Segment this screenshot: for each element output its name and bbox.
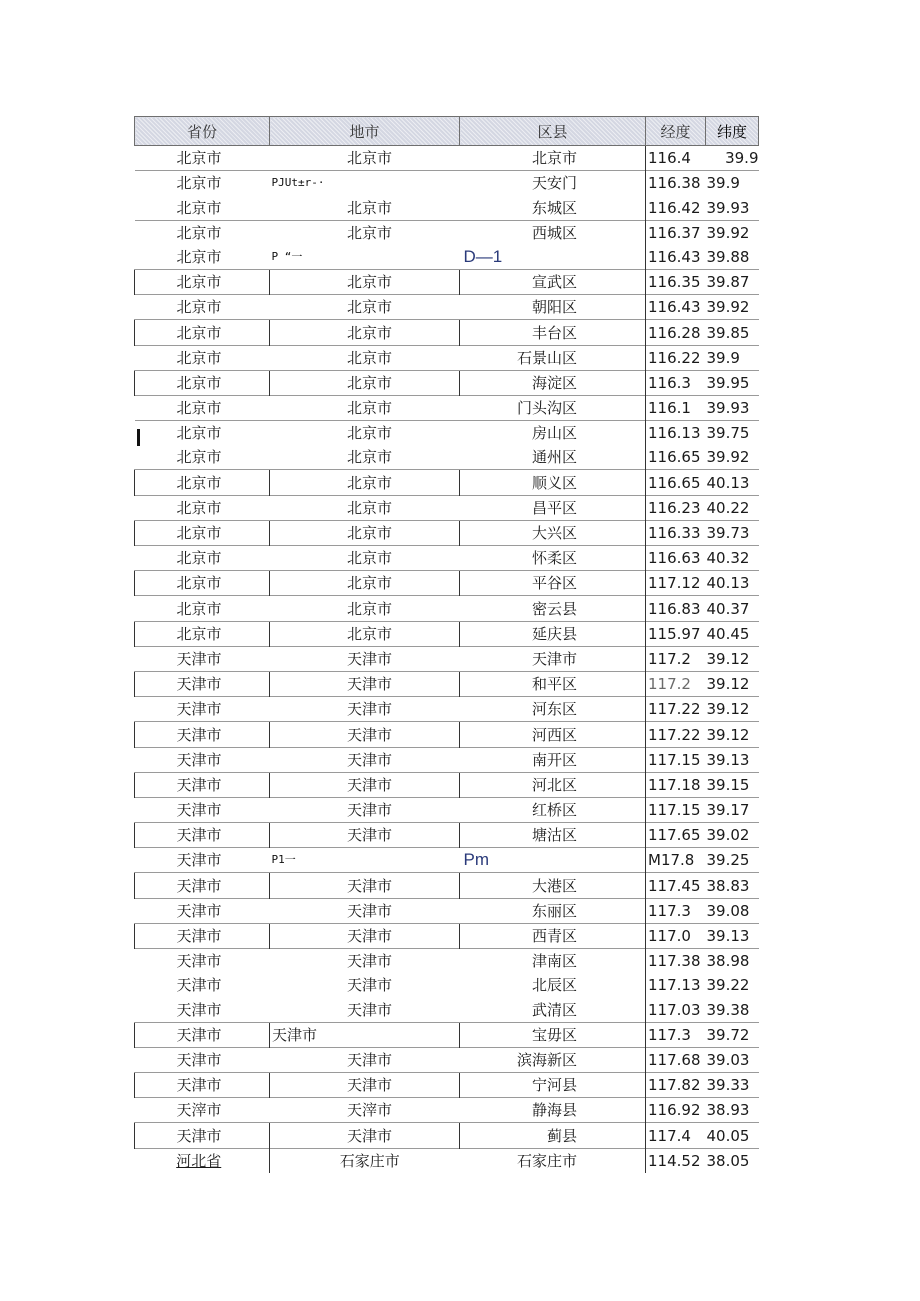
cell-latitude: 40.32 <box>706 546 759 571</box>
cell-city: 天津市 <box>270 1123 460 1148</box>
cell-province: 北京市 <box>135 220 270 245</box>
table-row <box>135 445 759 470</box>
cell-district: 平谷区 <box>460 571 646 596</box>
table-row <box>135 646 759 671</box>
cell-city: 北京市 <box>346 448 392 467</box>
cell-city: 天津市 <box>270 722 460 747</box>
cell-district: 房山区 <box>460 421 646 446</box>
cell-latitude: 39.85 <box>706 320 759 345</box>
cell-district: 西城区 <box>460 220 646 245</box>
cell-district: 天津市 <box>460 646 646 671</box>
cell-latitude: 39.13 <box>706 747 759 772</box>
cell-longitude: 116.22 <box>646 345 706 370</box>
cell-district: 河西区 <box>460 722 646 747</box>
cell-province: 天津市 <box>135 898 270 923</box>
cell-city: 北京市 <box>270 370 460 395</box>
cell-latitude: 39.93 <box>706 198 750 217</box>
table-row <box>135 949 759 974</box>
header-longitude: 经度 <box>646 117 706 146</box>
cell-province: 天津市 <box>176 1000 222 1019</box>
cell-district: 塘沽区 <box>460 823 646 848</box>
cell-district: 滨海新区 <box>460 1047 646 1072</box>
cell-province: 天津市 <box>135 797 270 822</box>
cell-longitude: 117.2 <box>646 671 706 696</box>
cell-city: 北京市 <box>270 470 460 495</box>
cell-province: 天津市 <box>176 976 222 995</box>
table-row <box>135 146 759 171</box>
table-row <box>135 571 759 596</box>
cell-latitude: 39.17 <box>706 797 759 822</box>
cell-longitude: 116.13 <box>646 421 706 446</box>
cell-district: 静海县 <box>460 1098 646 1123</box>
cell-province: 天津市 <box>135 1123 270 1148</box>
cell-latitude: 39.73 <box>706 520 759 545</box>
cell-longitude: 117.3 <box>646 1022 706 1047</box>
cell-longitude: 116.43 <box>646 245 706 270</box>
cell-province: 天津市 <box>135 873 270 898</box>
cell-latitude: 39.33 <box>706 1072 759 1097</box>
table-row <box>135 1148 759 1173</box>
cell-longitude: 116.37 <box>646 220 706 245</box>
cell-longitude: 116.23 <box>646 495 706 520</box>
cell-longitude: 117.38 <box>646 949 706 974</box>
cell-city: 北京市 <box>270 495 460 520</box>
cell-city: 石家庄市 <box>270 1148 460 1173</box>
cell-province: 北京市 <box>135 171 270 196</box>
cell-longitude: 117.15 <box>646 797 706 822</box>
cell-city: 北京市 <box>270 520 460 545</box>
cell-city: 天津市 <box>270 873 460 898</box>
cell-longitude: M17.8 <box>646 848 706 873</box>
cell-city: 天津市 <box>270 1072 460 1097</box>
geo-coordinates-table <box>134 116 759 1173</box>
cell-province: 天津市 <box>135 697 270 722</box>
table-row <box>135 320 759 345</box>
cell-district: 天安门 <box>460 171 646 196</box>
cell-latitude: 38.93 <box>706 1098 759 1123</box>
table-row <box>135 421 759 446</box>
cell-province: 天津市 <box>135 1072 270 1097</box>
cell-city: 北京市 <box>346 198 392 217</box>
cell-province: 天津市 <box>135 923 270 948</box>
cell-longitude: 117.22 <box>646 722 706 747</box>
cell-city: 北京市 <box>270 295 460 320</box>
cell-district: 昌平区 <box>460 495 646 520</box>
cell-latitude: 39.13 <box>706 923 759 948</box>
cell-city: 天津市 <box>270 772 460 797</box>
cell-city: 天津市 <box>346 976 392 995</box>
table-row <box>135 295 759 320</box>
cell-latitude: 40.13 <box>706 571 759 596</box>
cell-district: 北京市 <box>460 146 646 171</box>
table-row <box>135 370 759 395</box>
cell-province: 北京市 <box>135 395 270 420</box>
table-row <box>135 495 759 520</box>
geo-table-sheet <box>134 116 758 1173</box>
cell-district: 河北区 <box>460 772 646 797</box>
cell-longitude: 117.03 <box>646 997 706 1022</box>
cell-latitude: 40.22 <box>706 495 759 520</box>
cell-province: 北京市 <box>135 621 270 646</box>
cell-province: 北京市 <box>135 596 270 621</box>
cell-province: 天津市 <box>135 848 270 873</box>
cell-longitude: 117.15 <box>646 747 706 772</box>
cell-district: Pm <box>460 848 646 873</box>
cell-district: 石景山区 <box>460 345 646 370</box>
cell-district: 蓟县 <box>460 1123 646 1148</box>
cell-latitude: 39.72 <box>706 1022 759 1047</box>
cell-province: 天津市 <box>135 722 270 747</box>
cell-city: 天津市 <box>270 797 460 822</box>
cell-district: 大港区 <box>460 873 646 898</box>
cell-city: 天津市 <box>270 1047 460 1072</box>
cell-district: 石家庄市 <box>460 1148 646 1173</box>
cell-latitude: 39.12 <box>706 722 759 747</box>
cell-longitude: 117.45 <box>646 873 706 898</box>
cell-district: 宝毋区 <box>460 1022 646 1047</box>
cell-longitude: 115.97 <box>646 621 706 646</box>
cell-city: 北京市 <box>270 621 460 646</box>
cell-province: 北京市 <box>135 295 270 320</box>
cell-province: 天津市 <box>135 646 270 671</box>
cell-city: 天津市 <box>270 923 460 948</box>
table-row <box>135 1098 759 1123</box>
cell-province: 北京市 <box>135 146 270 171</box>
cell-district: 宁河县 <box>460 1072 646 1097</box>
cell-province: 北京市 <box>135 320 270 345</box>
table-row <box>135 772 759 797</box>
cell-latitude: 40.05 <box>706 1123 759 1148</box>
cell-longitude: 116.63 <box>646 546 706 571</box>
header-city: 地市 <box>270 117 460 146</box>
table-row <box>135 1072 759 1097</box>
cell-latitude: 39.08 <box>706 898 759 923</box>
cell-district: 津南区 <box>460 949 646 974</box>
cell-latitude: 39.93 <box>706 395 759 420</box>
cell-province: 天津市 <box>135 1022 270 1047</box>
table-row <box>135 1022 759 1047</box>
cell-district: 大兴区 <box>460 520 646 545</box>
cell-latitude: 39.15 <box>706 772 759 797</box>
cell-district: 海淀区 <box>460 370 646 395</box>
cell-city: 北京市 <box>270 596 460 621</box>
cell-city: 天津市 <box>270 747 460 772</box>
cell-longitude: 116.42 <box>646 195 706 220</box>
cell-district: 东城区 <box>531 198 577 217</box>
cell-longitude: 116.4 <box>646 146 706 171</box>
cell-latitude: 39.03 <box>706 1047 759 1072</box>
cell-district: 门头沟区 <box>460 395 646 420</box>
cell-latitude: 39.9 <box>706 171 759 196</box>
table-row <box>135 520 759 545</box>
cell-district: 顺义区 <box>460 470 646 495</box>
table-row <box>135 1047 759 1072</box>
cell-longitude: 117.13 <box>646 973 706 997</box>
cell-district: 宣武区 <box>460 269 646 294</box>
cell-longitude: 117.4 <box>646 1123 706 1148</box>
cell-latitude: 39.92 <box>706 448 750 467</box>
table-row <box>135 898 759 923</box>
cell-latitude: 40.45 <box>706 621 759 646</box>
cell-city: P “一 <box>271 249 303 263</box>
cell-latitude: 38.05 <box>706 1148 759 1173</box>
cell-longitude: 117.82 <box>646 1072 706 1097</box>
cell-latitude: 39.92 <box>706 295 759 320</box>
cell-city: PJUt±r-· <box>270 171 460 196</box>
cell-city: 北京市 <box>270 395 460 420</box>
cell-district: 和平区 <box>460 671 646 696</box>
cell-province: 天津市 <box>135 1047 270 1072</box>
cell-city: 天津市 <box>270 671 460 696</box>
cell-district: 河东区 <box>460 697 646 722</box>
cell-district: 西青区 <box>460 923 646 948</box>
table-row <box>135 546 759 571</box>
table-row <box>135 171 759 196</box>
table-row <box>135 269 759 294</box>
cell-longitude: 116.3 <box>646 370 706 395</box>
cell-longitude: 116.1 <box>646 395 706 420</box>
cell-province: 北京市 <box>135 421 270 446</box>
cell-district: 怀柔区 <box>460 546 646 571</box>
cell-city: 天津市 <box>270 1022 460 1047</box>
cell-district: 延庆县 <box>460 621 646 646</box>
cell-district: 密云县 <box>460 596 646 621</box>
cell-province: 北京市 <box>135 495 270 520</box>
cell-city: 天津市 <box>270 697 460 722</box>
cell-province: 北京市 <box>135 345 270 370</box>
cell-province: 天津市 <box>135 772 270 797</box>
cell-city: 北京市 <box>270 269 460 294</box>
cell-longitude: 116.33 <box>646 520 706 545</box>
cell-longitude: 117.68 <box>646 1047 706 1072</box>
cell-longitude: 116.65 <box>646 470 706 495</box>
cell-province: 河北省 <box>135 1148 270 1173</box>
cell-latitude: 39.87 <box>706 269 759 294</box>
cell-district: D—1 <box>463 246 503 266</box>
cell-province: 天滓市 <box>135 1098 270 1123</box>
table-row <box>135 697 759 722</box>
cell-longitude: 116.43 <box>646 295 706 320</box>
cell-longitude: 117.3 <box>646 898 706 923</box>
table-row <box>135 671 759 696</box>
cell-province: 天津市 <box>135 671 270 696</box>
cell-latitude: 39.12 <box>706 671 759 696</box>
cell-latitude: 39.12 <box>706 697 759 722</box>
cell-province: 北京市 <box>135 571 270 596</box>
cell-city: 天津市 <box>270 898 460 923</box>
cell-longitude: 117.18 <box>646 772 706 797</box>
cell-longitude: 117.2 <box>646 646 706 671</box>
cell-latitude: 38.83 <box>706 873 759 898</box>
table-row <box>135 797 759 822</box>
cell-city: 天津市 <box>270 949 460 974</box>
cell-city: 北京市 <box>270 345 460 370</box>
cell-latitude: 39.25 <box>706 848 759 873</box>
cell-latitude: 39.12 <box>706 646 759 671</box>
cell-latitude: 40.37 <box>706 596 759 621</box>
cell-province: 北京市 <box>135 546 270 571</box>
cell-province: 北京市 <box>135 370 270 395</box>
cell-longitude: 116.28 <box>646 320 706 345</box>
cell-latitude: 39.92 <box>706 220 759 245</box>
cell-city: 天津市 <box>270 646 460 671</box>
table-row <box>135 973 759 997</box>
cell-city: 北京市 <box>270 421 460 446</box>
header-district: 区县 <box>460 117 646 146</box>
cell-district: 通州区 <box>531 448 577 467</box>
table-row <box>135 747 759 772</box>
cell-latitude: 38.98 <box>706 949 759 974</box>
cell-district: 丰台区 <box>460 320 646 345</box>
cell-latitude: 39.38 <box>706 1000 750 1019</box>
table-row <box>135 848 759 873</box>
table-row <box>135 621 759 646</box>
cell-district: 红桥区 <box>460 797 646 822</box>
table-row <box>135 823 759 848</box>
cell-district: 武清区 <box>531 1000 577 1019</box>
cell-city: 天津市 <box>270 823 460 848</box>
table-row <box>135 997 759 1022</box>
cell-longitude: 117.0 <box>646 923 706 948</box>
cell-province: 北京市 <box>176 247 222 266</box>
cell-district: 朝阳区 <box>460 295 646 320</box>
header-row <box>135 117 759 146</box>
cell-province: 北京市 <box>176 448 222 467</box>
cell-longitude: 116.38 <box>646 171 706 196</box>
cell-province: 北京市 <box>135 269 270 294</box>
cell-city: 天津市 <box>346 1000 392 1019</box>
table-row <box>135 195 759 220</box>
cell-latitude: 39.22 <box>706 976 750 995</box>
cell-latitude: 39.95 <box>706 370 759 395</box>
cell-longitude: 117.12 <box>646 571 706 596</box>
cell-province: 天津市 <box>135 747 270 772</box>
cell-province: 北京市 <box>135 520 270 545</box>
table-row <box>135 395 759 420</box>
cell-longitude: 116.92 <box>646 1098 706 1123</box>
cell-longitude: 117.65 <box>646 823 706 848</box>
cell-district: 北辰区 <box>531 976 577 995</box>
cell-longitude: 116.35 <box>646 269 706 294</box>
cell-city: P1一 <box>270 848 460 873</box>
table-row <box>135 873 759 898</box>
cell-city: 北京市 <box>270 571 460 596</box>
table-row <box>135 345 759 370</box>
table-row <box>135 245 759 270</box>
table-row <box>135 596 759 621</box>
cell-province: 北京市 <box>135 470 270 495</box>
cell-longitude: 116.65 <box>646 445 706 470</box>
cell-city: 北京市 <box>270 220 460 245</box>
table-row <box>135 1123 759 1148</box>
table-row <box>135 470 759 495</box>
cell-city: 北京市 <box>270 546 460 571</box>
table-row <box>135 722 759 747</box>
cell-longitude: 117.22 <box>646 697 706 722</box>
header-latitude: 纬度 <box>706 117 759 146</box>
cell-city: 北京市 <box>270 146 460 171</box>
cell-province: 北京市 <box>176 198 222 217</box>
cell-latitude: 39.88 <box>706 247 750 266</box>
cell-latitude: 39.9 <box>706 146 759 171</box>
cell-city: 天滓市 <box>270 1098 460 1123</box>
cell-latitude: 39.9 <box>706 345 759 370</box>
cell-latitude: 39.02 <box>706 823 759 848</box>
cell-longitude: 116.83 <box>646 596 706 621</box>
header-province: 省份 <box>135 117 270 146</box>
table-row <box>135 220 759 245</box>
cell-province: 天津市 <box>135 823 270 848</box>
table-row <box>135 923 759 948</box>
cell-latitude: 39.75 <box>706 421 759 446</box>
cell-longitude: 114.52 <box>646 1148 706 1173</box>
cell-province: 天津市 <box>135 949 270 974</box>
cell-latitude: 40.13 <box>706 470 759 495</box>
cell-district: 东丽区 <box>460 898 646 923</box>
cell-district: 南开区 <box>460 747 646 772</box>
cell-city: 北京市 <box>270 320 460 345</box>
